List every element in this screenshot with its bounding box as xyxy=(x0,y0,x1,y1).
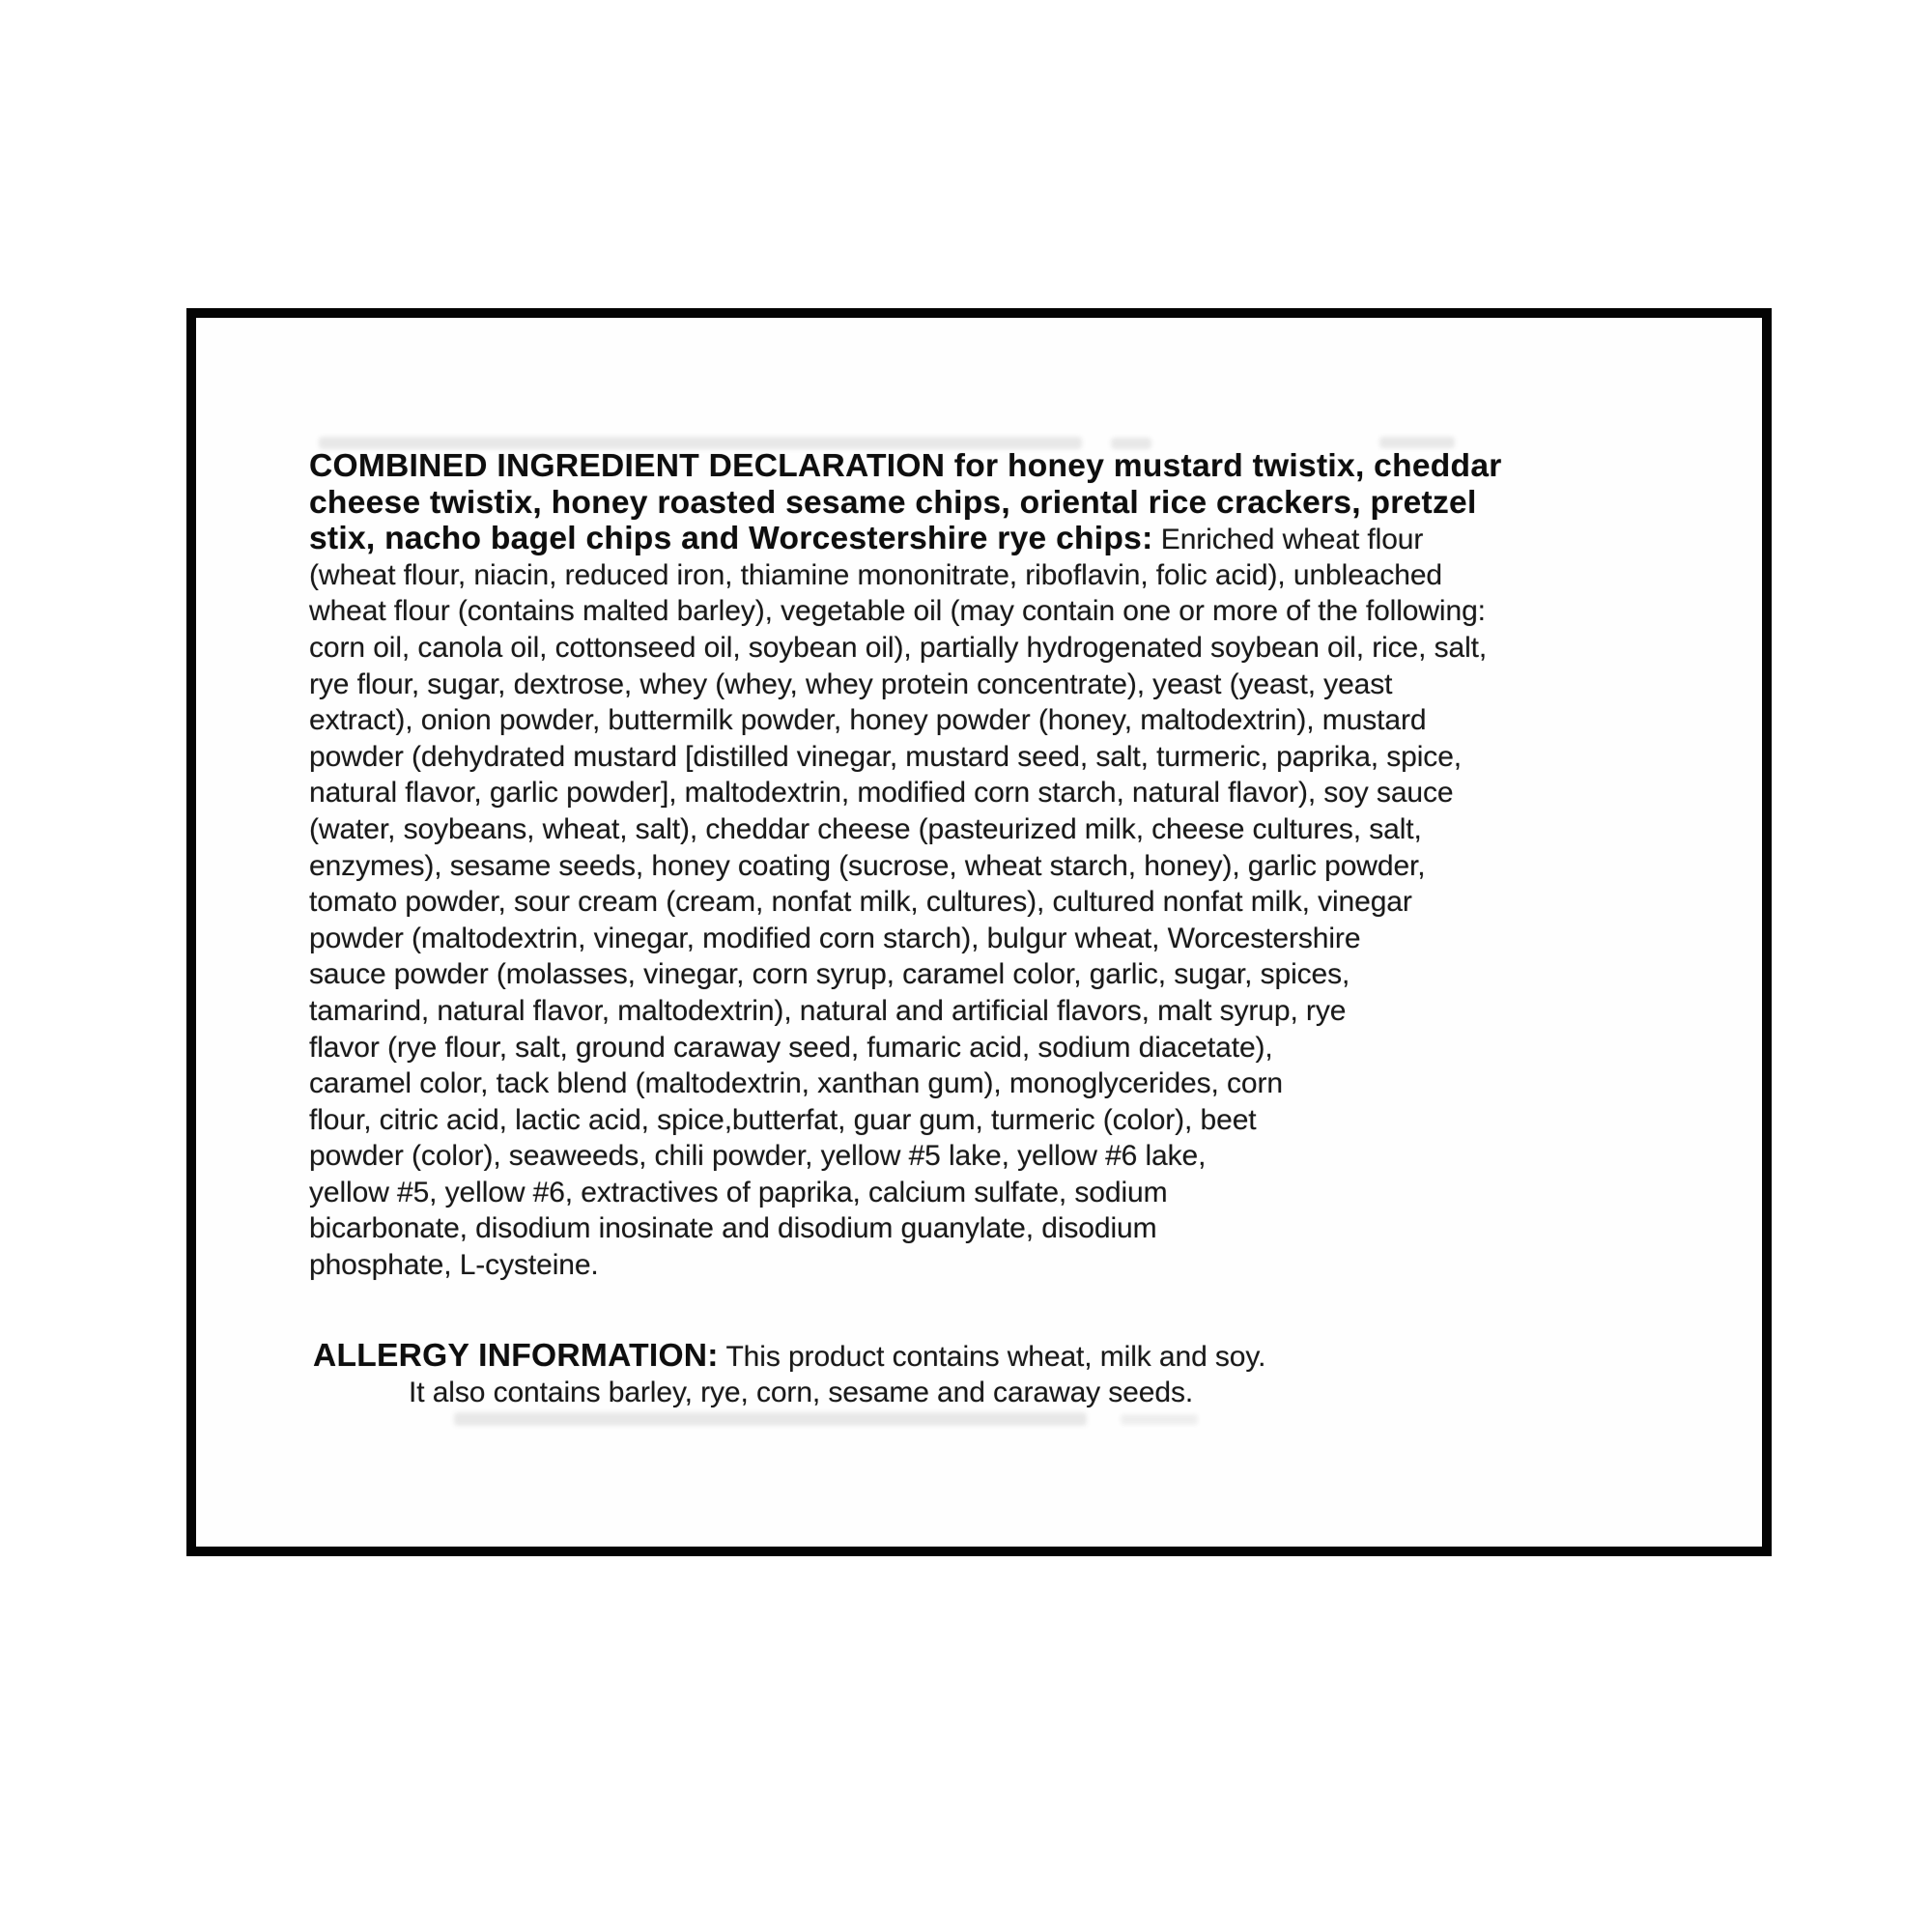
combined-ingredient-declaration xyxy=(309,448,1502,1284)
ingredient-declaration-line xyxy=(309,630,1502,667)
ingredient-declaration-line xyxy=(309,702,1502,739)
text-segment: flavor (rye flour, salt, ground caraway seed, fumaric acid, sodium diacetate), xyxy=(309,1031,1273,1064)
ingredient-declaration-line xyxy=(309,811,1502,848)
ingredient-declaration-line xyxy=(309,848,1502,885)
text-segment: powder (dehydrated mustard [distilled vinegar, mustard seed, salt, turmeric, paprika, spice, xyxy=(309,740,1463,773)
faded-print-artifact xyxy=(1121,1414,1198,1425)
ingredient-declaration-line xyxy=(309,884,1502,921)
text-segment: Enriched wheat flour xyxy=(1152,524,1424,556)
ingredient-declaration-line xyxy=(309,667,1502,703)
text-segment: powder (color), seaweeds, chili powder, yellow #5 lake, yellow #6 lake, xyxy=(309,1140,1207,1173)
ingredient-declaration-line xyxy=(309,1247,1502,1284)
text-segment: yellow #5, yellow #6, extractives of paprika, calcium sulfate, sodium xyxy=(309,1176,1168,1208)
ingredient-declaration-line xyxy=(309,1102,1502,1139)
bold-text-segment: ALLERGY INFORMATION: xyxy=(313,1338,719,1374)
ingredient-declaration-line xyxy=(309,1210,1502,1247)
ingredient-declaration-line xyxy=(309,1138,1502,1175)
text-segment: wheat flour (contains malted barley), vegetable oil (may contain one or more of the following: xyxy=(309,595,1486,628)
text-segment: powder (maltodextrin, vinegar, modified corn starch), bulgur wheat, Worcestershire xyxy=(309,922,1361,954)
text-segment: (wheat flour, niacin, reduced iron, thiamine mononitrate, riboflavin, folic acid), unbleached xyxy=(309,558,1443,591)
ingredient-declaration-line xyxy=(309,993,1502,1030)
bold-text-segment: COMBINED INGREDIENT DECLARATION for honey mustard twistix, cheddar xyxy=(309,448,1502,484)
text-segment: caramel color, tack blend (maltodextrin, xanthan gum), monoglycerides, corn xyxy=(309,1067,1283,1100)
ingredient-declaration-line xyxy=(309,448,1502,485)
text-segment: This product contains wheat, milk and soy. xyxy=(718,1341,1266,1373)
text-segment: It also contains barley, rye, corn, sesame and caraway seeds. xyxy=(409,1376,1194,1408)
text-segment: phosphate, L-cysteine. xyxy=(309,1249,599,1282)
text-segment: extract), onion powder, buttermilk powder, honey powder (honey, maltodextrin), mustard xyxy=(309,704,1427,737)
ingredient-declaration-line xyxy=(309,1030,1502,1066)
ingredient-declaration-line xyxy=(309,485,1502,522)
text-segment: rye flour, sugar, dextrose, whey (whey, whey protein concentrate), yeast (yeast, yeast xyxy=(309,668,1393,700)
text-segment: natural flavor, garlic powder], maltodextrin, modified corn starch, natural flavor), soy sauce xyxy=(309,777,1454,810)
ingredient-declaration-line xyxy=(309,921,1502,957)
text-segment: flour, citric acid, lactic acid, spice,butterfat, guar gum, turmeric (color), beet xyxy=(309,1103,1257,1136)
allergy-information xyxy=(313,1338,1265,1410)
bold-text-segment: cheese twistix, honey roasted sesame chips, oriental rice crackers, pretzel xyxy=(309,484,1477,521)
text-segment: tamarind, natural flavor, maltodextrin), natural and artificial flavors, malt syrup, rye xyxy=(309,994,1347,1027)
ingredient-declaration-line xyxy=(309,956,1502,993)
ingredient-declaration-line xyxy=(309,775,1502,811)
text-segment: tomato powder, sour cream (cream, nonfat milk, cultures), cultured nonfat milk, vinegar xyxy=(309,886,1412,919)
text-segment: sauce powder (molasses, vinegar, corn syrup, caramel color, garlic, sugar, spices, xyxy=(309,958,1350,991)
faded-print-artifact xyxy=(1379,437,1455,448)
text-segment: enzymes), sesame seeds, honey coating (sucrose, wheat starch, honey), garlic powder, xyxy=(309,849,1426,882)
ingredient-declaration-line xyxy=(309,1175,1502,1211)
text-segment: (water, soybeans, wheat, salt), cheddar cheese (pasteurized milk, cheese cultures, salt, xyxy=(309,812,1422,845)
bold-text-segment: stix, nacho bagel chips and Worcestershire rye chips: xyxy=(309,521,1153,557)
faded-print-artifact xyxy=(454,1412,1087,1426)
ingredient-declaration-line xyxy=(309,1065,1502,1102)
allergy-information-line xyxy=(313,1338,1265,1375)
ingredient-declaration-line xyxy=(309,557,1502,594)
text-segment: bicarbonate, disodium inosinate and disodium guanylate, disodium xyxy=(309,1212,1157,1245)
ingredient-declaration-line xyxy=(309,593,1502,630)
text-segment: corn oil, canola oil, cottonseed oil, soybean oil), partially hydrogenated soybean oil, rice, salt, xyxy=(309,631,1488,664)
ingredient-declaration-line xyxy=(309,521,1502,557)
allergy-information-line xyxy=(313,1375,1265,1411)
ingredient-declaration-line xyxy=(309,739,1502,776)
